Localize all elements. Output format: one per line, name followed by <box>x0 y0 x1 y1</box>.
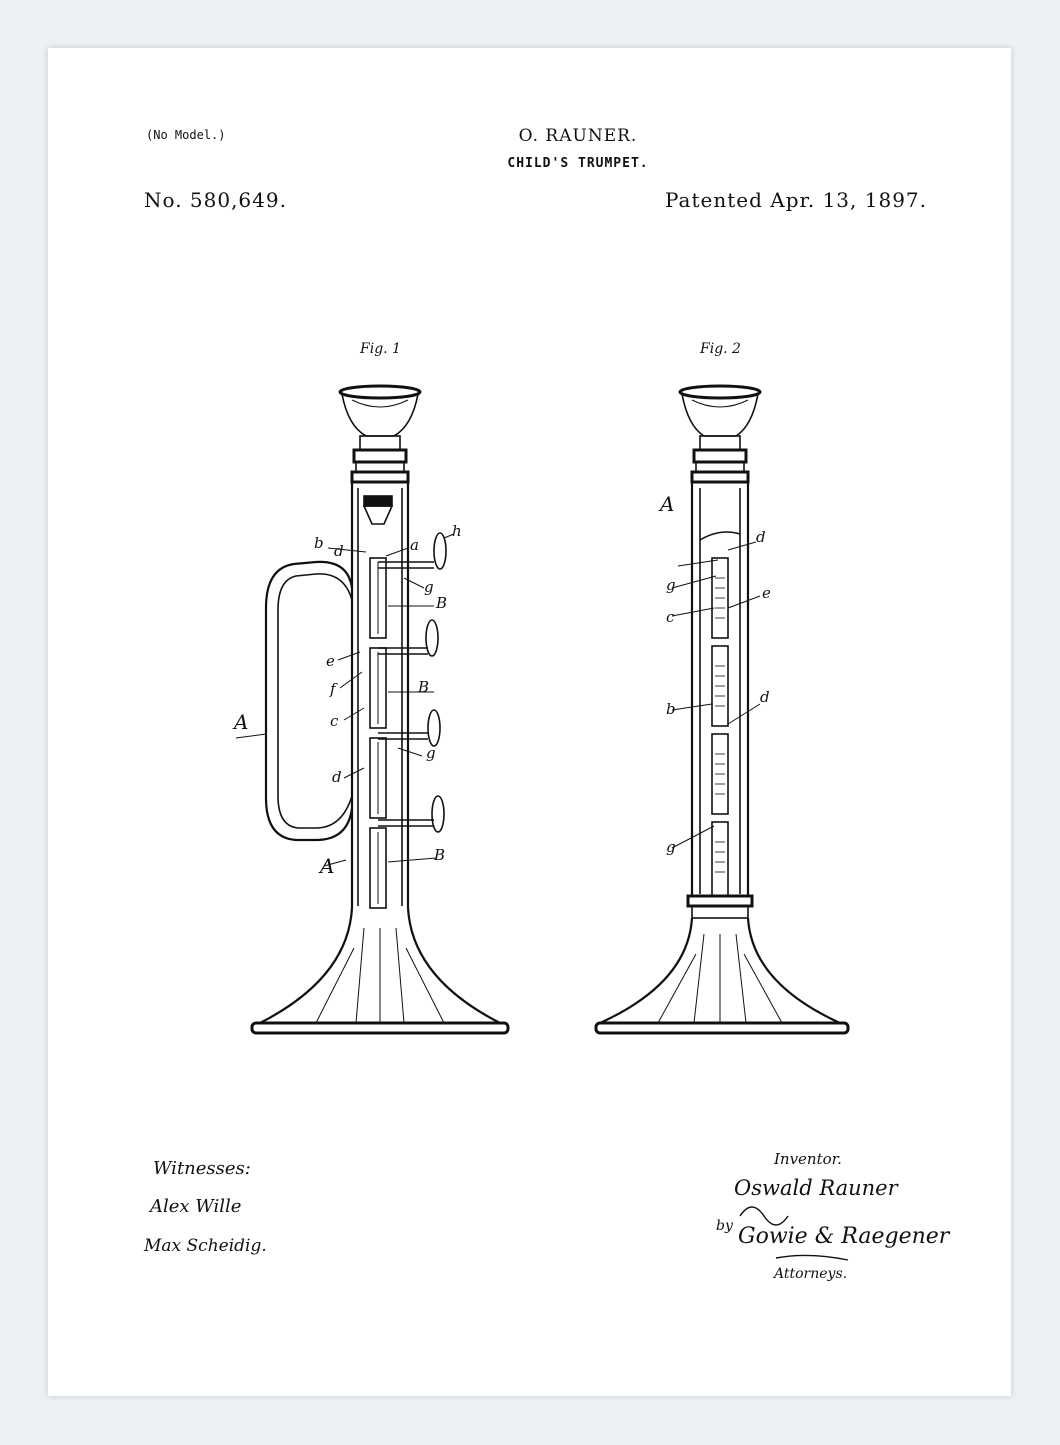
fig1-letter-e: e <box>326 652 335 670</box>
fig1-letter-B3: B <box>434 846 446 864</box>
patent-sheet <box>48 48 1011 1396</box>
fig1-letter-h: h <box>452 522 462 540</box>
fig1-letter-A1: A <box>234 710 249 734</box>
witness-signature-2: Max Scheidig. <box>144 1236 267 1256</box>
fig1-trumpet <box>236 386 508 1033</box>
fig2-letter-d2: d <box>760 688 770 706</box>
fig2-letter-e: e <box>762 584 771 602</box>
fig1-letter-B1: B <box>436 594 448 612</box>
fig1-label: Fig. 1 <box>360 341 401 357</box>
patent-number: No. 580,649. <box>144 188 287 212</box>
witnesses-heading: Witnesses: <box>153 1158 251 1179</box>
fig2-letter-g2: g <box>666 838 676 856</box>
inventor-heading: Inventor. <box>774 1150 842 1168</box>
patent-date: Patented Apr. 13, 1897. <box>664 188 927 212</box>
fig1-letter-b: b <box>314 534 324 552</box>
witness-signature-1: Alex Wille <box>150 1196 242 1217</box>
fig2-reeds <box>712 558 728 896</box>
inventor-signature: Oswald Rauner <box>734 1176 898 1200</box>
fig1-letter-B2: B <box>418 678 430 696</box>
fig1-letter-f: f <box>330 680 336 698</box>
fig1-letter-A2: A <box>320 854 335 878</box>
fig1-letter-a: a <box>410 536 419 554</box>
fig1-keys <box>378 533 446 832</box>
fig2-letter-g1: g <box>666 576 676 594</box>
fig2-trumpet <box>596 386 848 1033</box>
by-label: by <box>716 1218 733 1234</box>
no-model-label: (No Model.) <box>146 128 226 142</box>
patent-title: CHILD'S TRUMPET. <box>507 156 649 171</box>
inventor-header: O. RAUNER. <box>518 126 638 146</box>
fig1-letter-d2: d <box>332 768 342 786</box>
fig1-letter-g2: g <box>426 744 436 762</box>
fig1-letter-d: d <box>334 542 344 560</box>
fig1-letter-g: g <box>424 578 434 596</box>
attorneys-label: Attorneys. <box>774 1266 848 1282</box>
fig2-letter-c: c <box>666 608 675 626</box>
fig2-letter-b: b <box>666 700 676 718</box>
fig2-label: Fig. 2 <box>700 341 741 357</box>
fig2-letter-d1: d <box>756 528 766 546</box>
fig2-letter-A: A <box>660 492 675 516</box>
fig1-letter-c: c <box>330 712 339 730</box>
attorney-signature: Gowie & Raegener <box>738 1224 950 1249</box>
